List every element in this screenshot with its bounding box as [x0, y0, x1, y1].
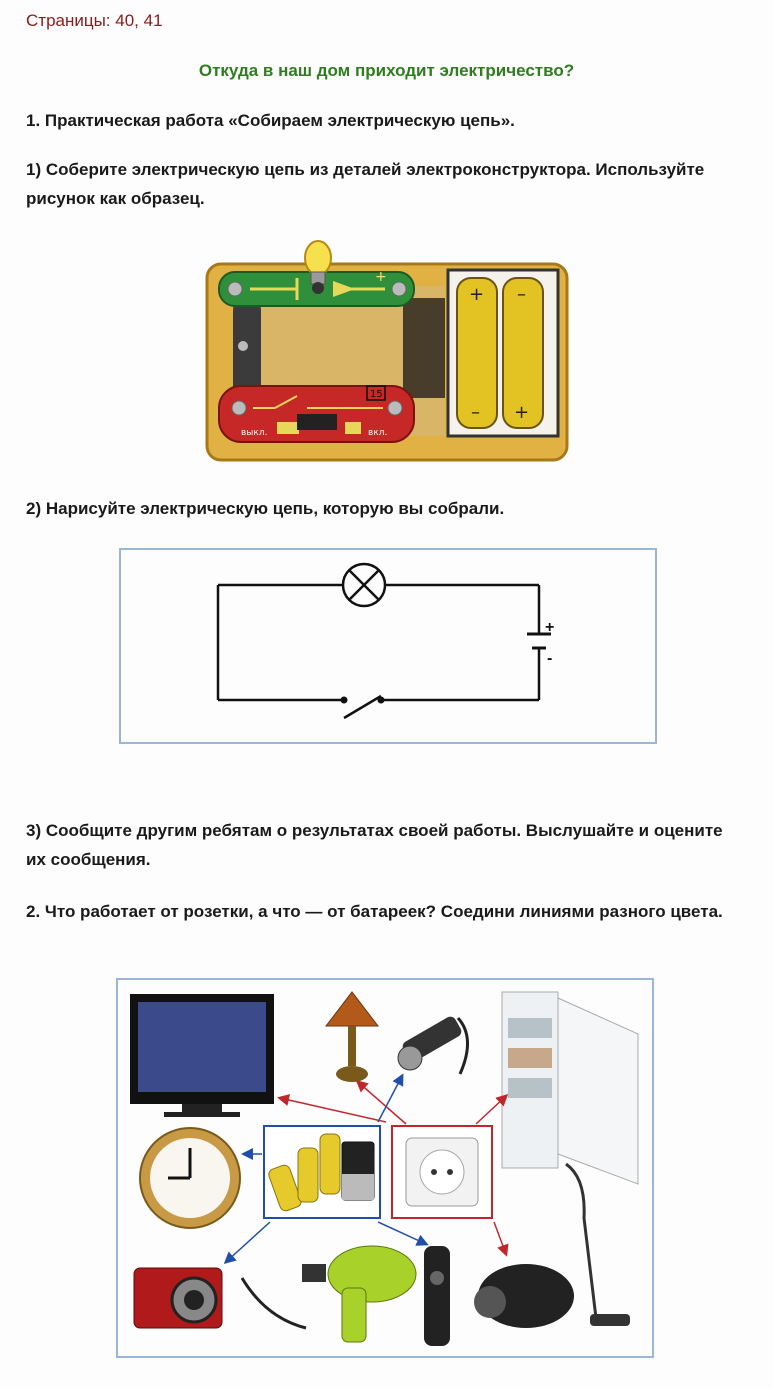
task1-heading: 1. Практическая работа «Собираем электрическую цепь».	[26, 111, 515, 130]
remote-control-icon	[424, 1246, 450, 1346]
switch-contact-right	[378, 697, 385, 704]
wall-clock-icon	[140, 1128, 240, 1228]
kit-plus-label: +	[375, 269, 387, 285]
circuit-diagram	[119, 548, 657, 744]
battery2-plus: +	[514, 402, 530, 423]
table-lamp-icon	[326, 992, 378, 1082]
battery1-plus: +	[469, 284, 485, 305]
kit-switch-off-label: выкл.	[241, 428, 268, 438]
refrigerator-icon	[502, 992, 638, 1184]
battery1-minus: –	[471, 402, 480, 423]
power-outlet-icon	[406, 1138, 478, 1206]
flashlight-icon	[398, 1014, 468, 1074]
task1-step2: 2) Нарисуйте электрическую цепь, которую вы собрали.	[26, 499, 505, 518]
kit-switch-on-label: вкл.	[368, 428, 388, 438]
task1-step1: 1) Соберите электрическую цепь из деталей электроконструктора. Используйте рисунок как образец.	[26, 160, 705, 208]
battery2-minus: –	[517, 284, 526, 305]
electro-kit-illustration	[205, 236, 570, 462]
switch-contact-left	[341, 697, 348, 704]
camera-icon	[134, 1268, 222, 1328]
circuit-plus-label: +	[545, 619, 555, 636]
circuit-minus-label: -	[547, 650, 553, 667]
pages-reference: Страницы: 40, 41	[26, 11, 163, 30]
page-title: Откуда в наш дом приходит электричество?	[198, 61, 575, 80]
hair-dryer-icon	[242, 1246, 416, 1342]
tv-icon	[130, 994, 274, 1117]
task1-step3: 3) Сообщите другим ребятам о результатах своей работы. Выслушайте и оцените их сообщения.	[26, 821, 723, 869]
task2-text: 2. Что работает от розетки, а что — от батареек? Соедини линиями разного цвета.	[26, 902, 723, 921]
vacuum-cleaner-icon	[474, 1164, 630, 1328]
devices-illustration	[116, 978, 654, 1358]
kit-part-number: 15	[370, 389, 383, 400]
